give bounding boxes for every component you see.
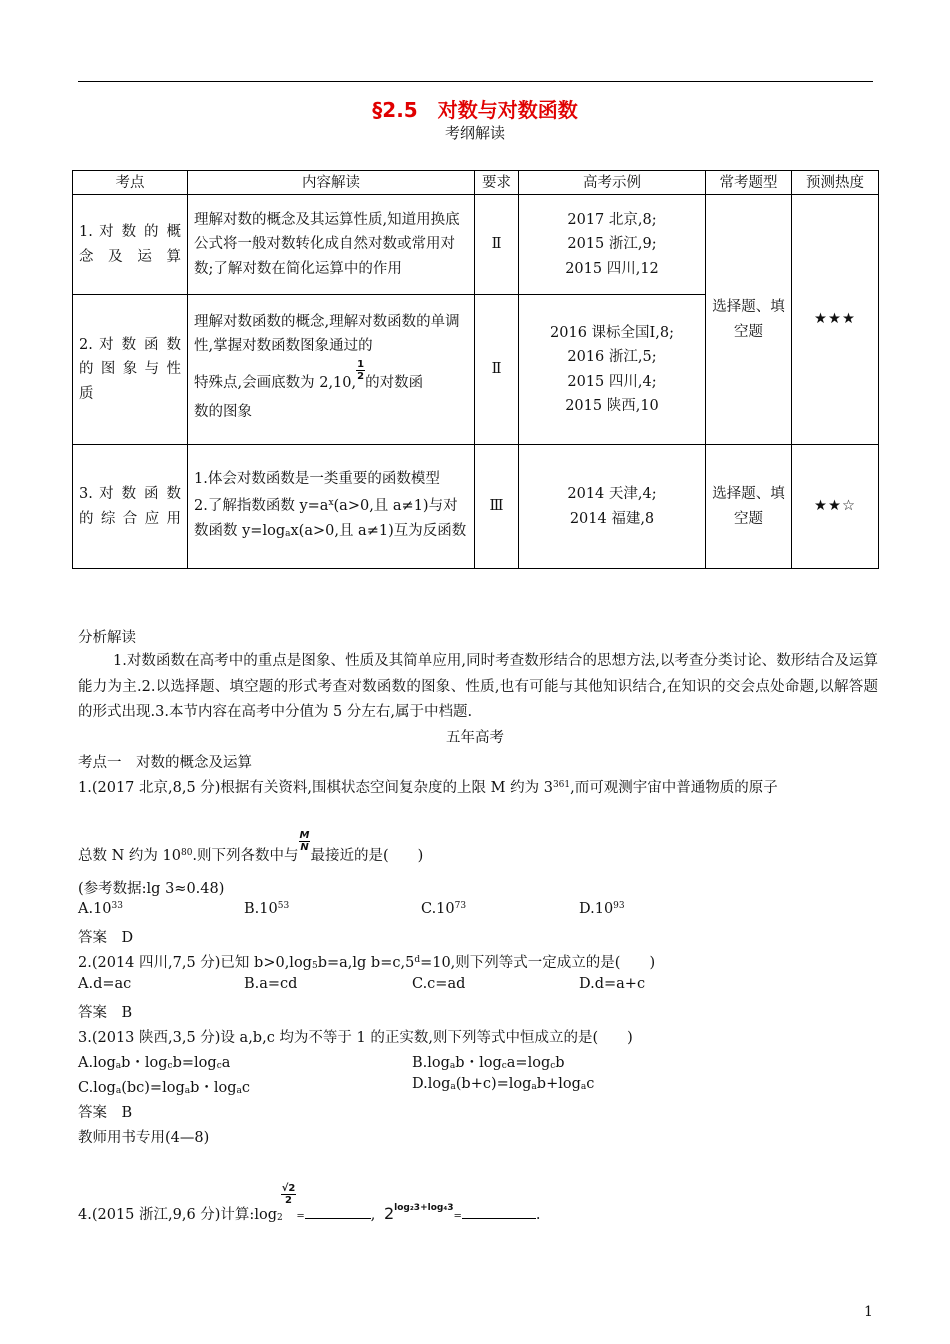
header-cell: 考点 xyxy=(73,171,188,195)
header-rule xyxy=(78,81,873,82)
question-1-stem: 1.(2017 北京,8,5 分)根据有关资料,围棋状态空间复杂度的上限 M 约为 $3^{361}$,而可观测宇宙中普通物质的原子 xyxy=(78,780,778,796)
option-c: $C.\log_a(bc)=\log_ab$・$\log_ac$ xyxy=(78,1080,251,1096)
example-item: 2016 浙江,5; xyxy=(567,349,657,365)
examples-cell xyxy=(519,195,706,295)
kaodian-heading: 考点一 对数的概念及运算 xyxy=(78,755,252,771)
topic-cell: 1. 对 数 的 概念及运算 xyxy=(73,195,188,295)
level-cell: Ⅱ xyxy=(475,295,519,445)
option-a: A.d=ac xyxy=(78,976,132,992)
answer: 答案 B xyxy=(78,1105,133,1121)
question-1-reference: (参考数据:lg 3≈0.48) xyxy=(78,881,225,897)
answer: 答案 D xyxy=(78,930,134,946)
content-text: (a>0,且 a≠1)与对数函数 y=log xyxy=(194,498,458,539)
content-cell: 1.体会对数函数是一类重要的函数模型 2.了解指数函数 $y=a^x(a>0$,且 a≠1)与对数函数 $y=\log_ax(a>0$,且 a≠1)互为反函数 xyxy=(188,445,475,569)
analysis-body: 1.对数函数在高考中的重点是图象、性质及其简单应用,同时考查数形结合的思想方法,以考查分类讨论、数形结合及运算能力为主.2.以选择题、填空题的形式考查对数函数的图象、性质,也有可能与其他知识结合,在知识的交会点处命题,以解答题的形式出现.3.本节内容在高考中分值为 5 分左右,属于中档题. xyxy=(78,653,878,720)
answer-blank[interactable] xyxy=(305,1206,371,1219)
content-cell xyxy=(188,295,475,445)
option-b: $B.10^{53}$ xyxy=(244,901,290,917)
heat-rating: ★★★ xyxy=(792,195,879,445)
answer: 答案 B xyxy=(78,1005,133,1021)
answer-blank[interactable] xyxy=(462,1206,536,1219)
examples-cell xyxy=(519,295,706,445)
option-d: D.d=a+c xyxy=(579,976,646,992)
level-cell: Ⅱ xyxy=(475,195,519,295)
question-2-stem: 2.(2014 四川,7,5 分)已知 $b>0,\log_5b=a,\lg$ b=c,5$^d$=10,则下列等式一定成立的是( ) xyxy=(78,955,656,971)
five-year-heading: 五年高考 xyxy=(446,730,504,746)
example-item: 2015 四川,12 xyxy=(565,260,659,277)
topic-cell: 3. 对 数 函 数的综合应用 xyxy=(73,445,188,569)
option-a: $A.\log_ab$・$\log_cb=\log_ca$ xyxy=(78,1055,231,1071)
question-4-stem: 4.(2015 浙江,9,6 分)计算$:\log_2$ $\frac{√2}{2}$ = , $2^{log_23+log_43}=$ . xyxy=(78,1183,541,1223)
content-text: 2.了解指数函数 y=a xyxy=(194,498,329,515)
table-header-row xyxy=(73,171,879,195)
option-a: $A.10^{33}$ xyxy=(78,901,123,917)
header-cell: 常考题型 xyxy=(706,171,792,195)
question-1-stem-2: 总数 N 约为 $10^{80}$.则下列各数中与 $\frac{M}{N}$ 最接近的是( ) xyxy=(78,830,424,864)
option-b: B.a=cd xyxy=(244,976,298,992)
sqrt2-over-2-fraction: $\frac{√2}{2}$ xyxy=(281,1183,296,1206)
header-cell: 预测热度 xyxy=(792,171,879,195)
example-item: 2014 天津,4; xyxy=(567,486,657,502)
table-row xyxy=(73,445,879,569)
example-item: 2017 北京,8; xyxy=(567,211,657,228)
content-text: 理解对数函数的概念,理解对数函数的单调性,掌握对数函数图象通过的 xyxy=(194,313,460,355)
page-number: 1 xyxy=(864,1304,873,1320)
option-d: $D.10^{93}$ xyxy=(579,901,625,917)
header-cell: 高考示例 xyxy=(519,171,706,195)
example-item: 2015 陕西,10 xyxy=(565,398,659,414)
topic-cell: 2. 对 数 函 数的 图 象 与 性质 xyxy=(73,295,188,445)
option-b: $B.\log_ab$・$\log_ca=\log_cb$ xyxy=(412,1055,565,1071)
examples-cell xyxy=(519,445,706,569)
m-over-n-fraction: $\frac{M}{N}$ xyxy=(299,830,310,853)
outline-table xyxy=(72,170,879,569)
example-item: 2015 浙江,9; xyxy=(567,236,657,253)
option-d: $D.\log_a(b+c)=\log_ab+\log_ac$ xyxy=(412,1076,595,1092)
power-base: 2 xyxy=(383,1204,395,1223)
section-title: §2.5 对数与对数函数 xyxy=(372,98,578,122)
level-cell: Ⅲ xyxy=(475,445,519,569)
content-text: x(a>0,且 a≠1)互为反函数 xyxy=(290,522,467,539)
option-c: $C.10^{73}$ xyxy=(421,901,467,917)
example-item: 2015 四川,4; xyxy=(567,373,657,390)
power-exponent: log₂3+log₄3 xyxy=(394,1203,454,1213)
question-type-cell: 选择题、填空题 xyxy=(706,445,792,569)
content-text: 特殊点,会画底数为 2,10, xyxy=(194,374,357,391)
content-text: 数的图象 xyxy=(194,404,252,421)
header-cell: 要求 xyxy=(475,171,519,195)
heat-rating: ★★☆ xyxy=(792,445,879,569)
half-fraction: $\frac{1}{2}$ xyxy=(357,358,365,382)
outline-heading: 考纲解读 xyxy=(444,124,505,142)
question-3-stem: 3.(2013 陕西,3,5 分)设 a,b,c 均为不等于 1 的正实数,则下列等式中恒成立的是( ) xyxy=(78,1030,633,1046)
content-cell: 理解对数的概念及其运算性质,知道用换底公式将一般对数转化成自然对数或常用对数;了解对数在简化运算中的作用 xyxy=(188,195,475,295)
question-type-cell: 选择题、填空题 xyxy=(706,195,792,445)
header-cell: 内容解读 xyxy=(188,171,475,195)
content-text: 1.体会对数函数是一类重要的函数模型 xyxy=(194,470,440,487)
teacher-note: 教师用书专用(4—8) xyxy=(78,1130,210,1146)
example-item: 2016 课标全国Ⅰ,8; xyxy=(550,324,674,341)
analysis-heading: 分析解读 xyxy=(78,630,136,646)
content-text: 的对数函 xyxy=(365,374,424,391)
example-item: 2014 福建,8 xyxy=(569,510,655,527)
option-c: C.c=ad xyxy=(412,976,466,992)
table-row xyxy=(73,195,879,295)
